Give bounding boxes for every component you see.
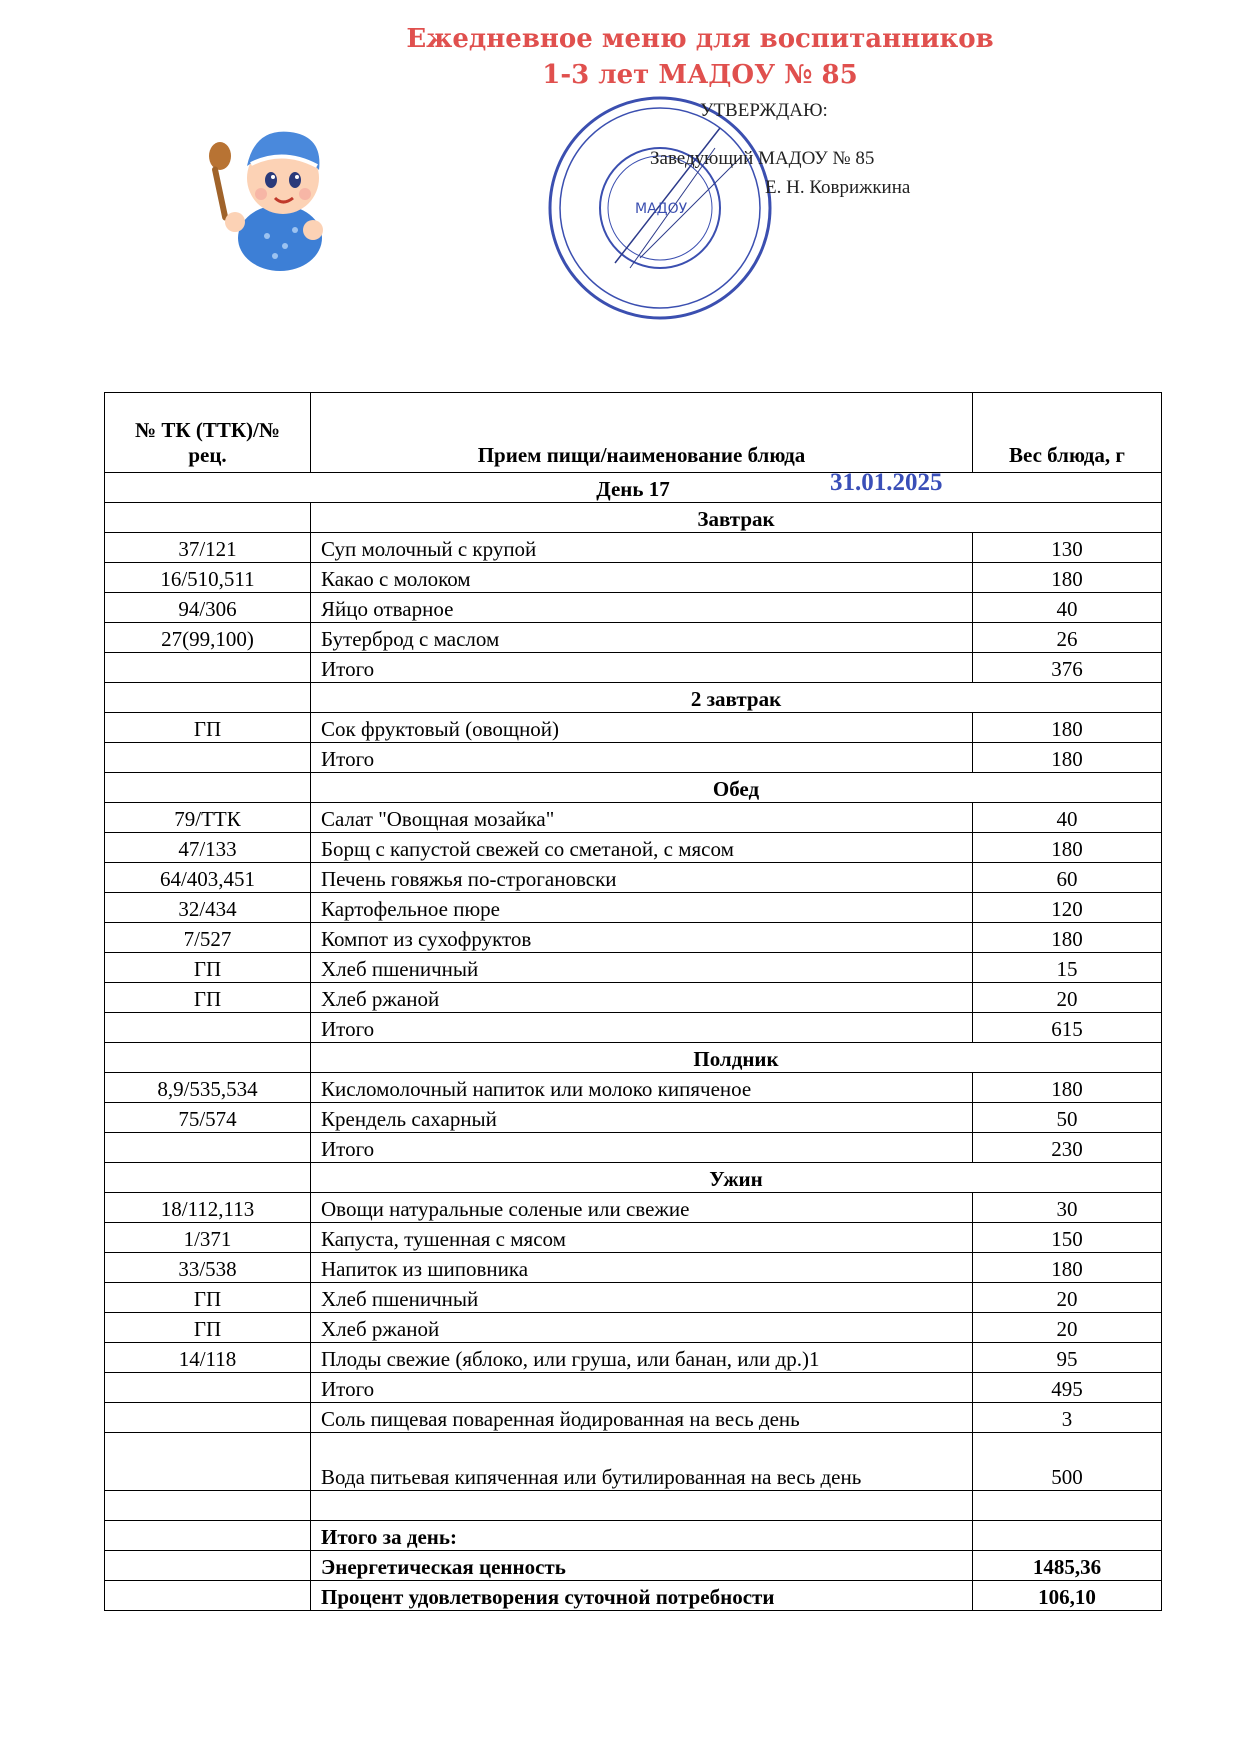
table-row (105, 713, 1162, 743)
section-empty-cell (105, 683, 311, 713)
day-row (105, 473, 1162, 503)
official-stamp-seal (540, 88, 780, 328)
recipe-code (105, 1373, 311, 1403)
blank-cell (105, 1491, 311, 1521)
dish-weight: 130 (973, 533, 1162, 563)
table-row (105, 1313, 1162, 1343)
dish-weight: 376 (973, 653, 1162, 683)
table-row (105, 743, 1162, 773)
dish-name: Салат "Овощная мозайка" (311, 803, 973, 833)
recipe-code: 94/306 (105, 593, 311, 623)
chef-mascot-image (195, 118, 355, 273)
dish-weight: 500 (973, 1433, 1162, 1491)
dish-name: Кисломолочный напиток или молоко кипяченое (311, 1073, 973, 1103)
energy-value: 1485,36 (973, 1551, 1162, 1581)
table-row (105, 1223, 1162, 1253)
recipe-code: 32/434 (105, 893, 311, 923)
blank-cell (105, 1521, 311, 1551)
section-empty-cell (105, 773, 311, 803)
recipe-code: 16/510,511 (105, 563, 311, 593)
recipe-code (105, 1133, 311, 1163)
recipe-code: 33/538 (105, 1253, 311, 1283)
table-row (105, 1193, 1162, 1223)
section-empty-cell (105, 1163, 311, 1193)
table-row (105, 1403, 1162, 1433)
dish-weight: 180 (973, 713, 1162, 743)
table-row (105, 1013, 1162, 1043)
dish-name: Итого (311, 1133, 973, 1163)
column-header-code: № ТК (ТТК)/№ рец. (105, 393, 311, 473)
dish-weight: 40 (973, 593, 1162, 623)
table-row (105, 623, 1162, 653)
dish-weight: 180 (973, 1073, 1162, 1103)
table-row (105, 1253, 1162, 1283)
table-row (105, 893, 1162, 923)
energy-label: Энергетическая ценность (311, 1551, 973, 1581)
table-row (105, 563, 1162, 593)
recipe-code: ГП (105, 983, 311, 1013)
daily-total-row (105, 1521, 1162, 1551)
recipe-code: ГП (105, 1313, 311, 1343)
recipe-code (105, 653, 311, 683)
dish-weight: 26 (973, 623, 1162, 653)
recipe-code: 47/133 (105, 833, 311, 863)
recipe-code: ГП (105, 1283, 311, 1313)
recipe-code: 8,9/535,534 (105, 1073, 311, 1103)
dish-weight: 230 (973, 1133, 1162, 1163)
blank-cell (311, 1491, 973, 1521)
column-header-dish: Прием пищи/наименование блюда (311, 393, 973, 473)
blank-row (105, 1491, 1162, 1521)
table-row (105, 1133, 1162, 1163)
recipe-code: 14/118 (105, 1343, 311, 1373)
recipe-code: 64/403,451 (105, 863, 311, 893)
recipe-code: 18/112,113 (105, 1193, 311, 1223)
table-row (105, 833, 1162, 863)
dish-weight: 180 (973, 563, 1162, 593)
meal-section-row (105, 683, 1162, 713)
dish-weight: 50 (973, 1103, 1162, 1133)
recipe-code: 27(99,100) (105, 623, 311, 653)
approve-name: Е. Н. Коврижкина (765, 177, 911, 198)
table-row (105, 1103, 1162, 1133)
recipe-code: ГП (105, 713, 311, 743)
table-row (105, 983, 1162, 1013)
percent-row (105, 1581, 1162, 1611)
dish-name: Хлеб ржаной (311, 983, 973, 1013)
dish-name: Бутерброд с маслом (311, 623, 973, 653)
recipe-code: 7/527 (105, 923, 311, 953)
table-row (105, 1343, 1162, 1373)
day-label: День 17 (596, 477, 670, 501)
table-row (105, 1073, 1162, 1103)
table-row (105, 863, 1162, 893)
dish-name: Яйцо отварное (311, 593, 973, 623)
dish-name: Хлеб ржаной (311, 1313, 973, 1343)
dish-name: Овощи натуральные соленые или свежие (311, 1193, 973, 1223)
table-row (105, 533, 1162, 563)
table-row (105, 923, 1162, 953)
dish-name: Соль пищевая поваренная йодированная на весь день (311, 1403, 973, 1433)
dish-weight: 180 (973, 923, 1162, 953)
dish-weight: 120 (973, 893, 1162, 923)
dish-name: Напиток из шиповника (311, 1253, 973, 1283)
dish-weight: 95 (973, 1343, 1162, 1373)
meal-section-title: Завтрак (311, 503, 1162, 533)
daily-total-label: Итого за день: (311, 1521, 973, 1551)
table-row (105, 953, 1162, 983)
dish-name: Итого (311, 1013, 973, 1043)
recipe-code (105, 1013, 311, 1043)
recipe-code: ГП (105, 953, 311, 983)
dish-weight: 180 (973, 833, 1162, 863)
meal-section-row (105, 773, 1162, 803)
dish-weight: 3 (973, 1403, 1162, 1433)
document-title-line2: 1-3 лет МАДОУ № 85 (542, 60, 858, 90)
menu-date: 31.01.2025 (830, 469, 943, 496)
table-row (105, 1283, 1162, 1313)
dish-weight: 20 (973, 1283, 1162, 1313)
dish-name: Плоды свежие (яблоко, или груша, или банан, или др.)1 (311, 1343, 973, 1373)
dish-name: Итого (311, 653, 973, 683)
recipe-code (105, 743, 311, 773)
meal-section-row (105, 1163, 1162, 1193)
blank-cell (973, 1521, 1162, 1551)
table-row (105, 1373, 1162, 1403)
dish-name: Печень говяжья по-строгановски (311, 863, 973, 893)
svg-text:МАДОУ: МАДОУ (635, 201, 688, 217)
dish-weight: 30 (973, 1193, 1162, 1223)
table-row (105, 593, 1162, 623)
table-header-row (105, 393, 1162, 473)
dish-weight: 495 (973, 1373, 1162, 1403)
recipe-code: 79/ТТК (105, 803, 311, 833)
dish-weight: 20 (973, 983, 1162, 1013)
meal-section-title: Ужин (311, 1163, 1162, 1193)
dish-name: Какао с молоком (311, 563, 973, 593)
dish-name: Хлеб пшеничный (311, 953, 973, 983)
document-title-line1: Ежедневное меню для воспитанников (406, 24, 994, 54)
dish-name: Вода питьевая кипяченная или бутилированная на весь день (311, 1433, 973, 1491)
recipe-code (105, 1403, 311, 1433)
blank-cell (105, 1581, 311, 1611)
approve-position: Заведующий МАДОУ № 85 (650, 148, 875, 169)
blank-cell (973, 1491, 1162, 1521)
recipe-code (105, 1433, 311, 1491)
dish-weight: 40 (973, 803, 1162, 833)
dish-name: Итого (311, 1373, 973, 1403)
column-header-weight: Вес блюда, г (973, 393, 1162, 473)
percent-value: 106,10 (973, 1581, 1162, 1611)
dish-name: Хлеб пшеничный (311, 1283, 973, 1313)
section-empty-cell (105, 1043, 311, 1073)
dish-name: Борщ с капустой свежей со сметаной, с мясом (311, 833, 973, 863)
meal-section-title: Полдник (311, 1043, 1162, 1073)
meal-section-title: 2 завтрак (311, 683, 1162, 713)
recipe-code: 1/371 (105, 1223, 311, 1253)
dish-weight: 15 (973, 953, 1162, 983)
dish-name: Компот из сухофруктов (311, 923, 973, 953)
dish-name: Капуста, тушенная с мясом (311, 1223, 973, 1253)
approve-label: УТВЕРЖДАЮ: (700, 100, 828, 121)
dish-name: Картофельное пюре (311, 893, 973, 923)
dish-weight: 20 (973, 1313, 1162, 1343)
dish-weight: 180 (973, 1253, 1162, 1283)
dish-weight: 180 (973, 743, 1162, 773)
dish-weight: 615 (973, 1013, 1162, 1043)
meal-section-row (105, 1043, 1162, 1073)
section-empty-cell (105, 503, 311, 533)
dish-name: Крендель сахарный (311, 1103, 973, 1133)
recipe-code: 37/121 (105, 533, 311, 563)
percent-label: Процент удовлетворения суточной потребности (311, 1581, 973, 1611)
dish-weight: 150 (973, 1223, 1162, 1253)
dish-weight: 60 (973, 863, 1162, 893)
energy-row (105, 1551, 1162, 1581)
recipe-code: 75/574 (105, 1103, 311, 1133)
table-row (105, 1433, 1162, 1491)
blank-cell (105, 1551, 311, 1581)
dish-name: Итого (311, 743, 973, 773)
meal-section-title: Обед (311, 773, 1162, 803)
table-row (105, 803, 1162, 833)
table-row (105, 653, 1162, 683)
menu-table (104, 392, 1162, 1611)
dish-name: Суп молочный с крупой (311, 533, 973, 563)
dish-name: Сок фруктовый (овощной) (311, 713, 973, 743)
meal-section-row (105, 503, 1162, 533)
